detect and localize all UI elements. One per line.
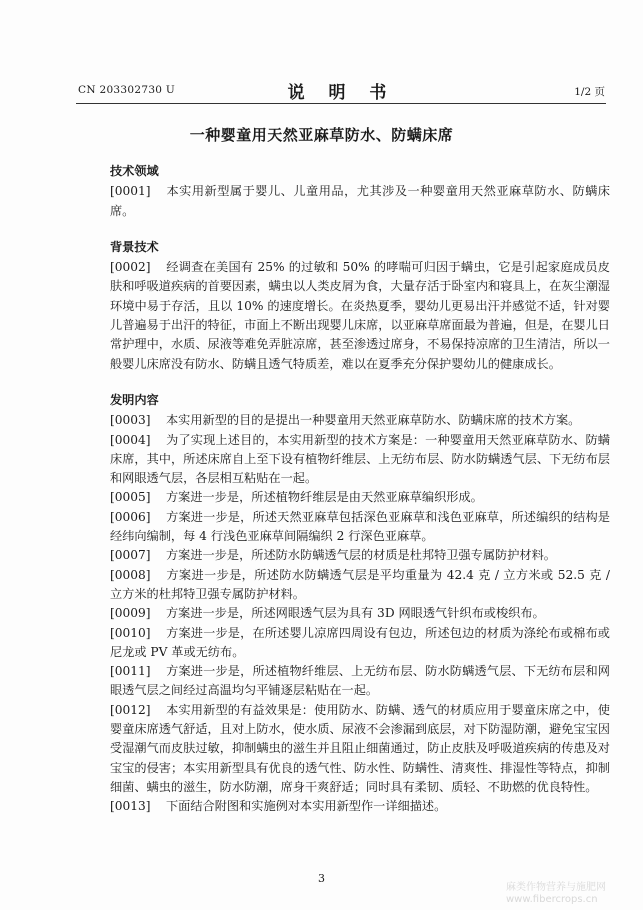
watermark	[506, 882, 606, 906]
watermark-url: www.fibercrops.cn	[506, 894, 598, 905]
paragraph-text: 方案进一步是，所述网眼透气层为具有 3D 网眼透气针织布或梭织布。	[166, 606, 545, 621]
paragraph-number: [0003]	[110, 413, 151, 428]
paragraph-number: [0006]	[110, 509, 151, 524]
section-heading-invention-content: 发明内容	[110, 392, 159, 407]
section-heading-technical-field: 技术领域	[110, 164, 159, 178]
paragraph	[110, 411, 610, 430]
paragraph	[110, 797, 610, 816]
page-header	[78, 78, 605, 102]
paragraph-text: 方案进一步是，所述植物纤维层是由天然亚麻草编织形成。	[166, 490, 483, 505]
document-number: CN 203302730 U	[78, 84, 176, 96]
paragraph-number: [0007]	[110, 548, 151, 563]
paragraph-number: [0013]	[110, 799, 151, 814]
paragraph-text: 下面结合附图和实施例对本实用新型作一详细描述。	[166, 799, 447, 814]
paragraph	[110, 662, 610, 701]
paragraph-text: 方案进一步是，在所述婴儿凉席四周设有包边，所述包边的材质为涤纶布或棉布或尼龙或 PV 革或无纺布。	[110, 625, 610, 659]
paragraph-text: 方案进一步是，所述天然亚麻草包括深色亚麻草和浅色亚麻草，所述编织的结构是经纬向编制，每 4 行浅色亚麻草间隔编织 2 行深色亚麻草。	[110, 509, 610, 544]
paragraph-text: 方案进一步是，所述防水防螨透气层的材质是杜邦特卫强专属防护材料。	[166, 548, 556, 563]
paragraph	[110, 508, 610, 547]
document-type: 说 明 书	[287, 83, 396, 103]
paragraph-number: [0009]	[110, 606, 151, 621]
paragraph-number: [0011]	[110, 664, 151, 679]
paragraph-number: [0004]	[110, 432, 151, 447]
paragraph-text: 本实用新型属于婴儿、儿童用品，尤其涉及一种婴童用天然亚麻草防水、防螨床席。	[110, 184, 610, 218]
paragraph-text: 本实用新型的目的是提出一种婴童用天然亚麻草防水、防螨床席的技术方案。	[166, 413, 581, 428]
paragraph-number: [0008]	[110, 567, 151, 582]
paragraph	[110, 431, 610, 489]
paragraph-text: 方案进一步是，所述防水防螨透气层是平均重量为 42.4 克 / 立方米或 52.5 克 / 立方米的杜邦特卫强专属防护材料。	[110, 567, 610, 601]
paragraph-number: [0002]	[110, 260, 151, 275]
paragraph	[110, 182, 610, 221]
document-title: 一种婴童用天然亚麻草防水、防螨床席	[189, 126, 454, 144]
body-content	[110, 162, 610, 817]
paragraph	[110, 546, 610, 565]
section-heading-background: 背景技术	[110, 239, 159, 254]
paragraph	[110, 624, 610, 663]
paragraph-number: [0010]	[110, 625, 151, 640]
paragraph	[110, 604, 610, 623]
paragraph-text: 本实用新型的有益效果是：使用防水、防螨、透气的材质应用于婴童床席之中，使婴童床席透气舒适，且对上防水，使水质、尿液不会渗漏到底层，对下防湿防潮，避免宝宝因受湿潮气而皮肤过敏，抑制螨虫的滋生并且阻止细菌通过，防止皮肤及呼吸道疾病的传患及对宝宝的侵害；本实用新型具有优良的透气性、防水性、防螨性、清爽性、排湿性等特点，抑制细菌、螨虫的滋生，防水防潮，席身干爽舒适；同时具有柔韧、质轻、不助燃的优良特性。	[110, 702, 610, 794]
paragraph	[110, 258, 610, 374]
paragraph	[110, 701, 610, 797]
paragraph-number: [0012]	[110, 702, 151, 717]
paragraph-text: 为了实现上述目的，本实用新型的技术方案是：一种婴童用天然亚麻草防水、防螨床席，其中，所述床席自上至下设有植物纤维层、上无纺布层、防水防螨透气层、下无纺布层和网眼透气层，各层相互粘贴在一起。	[110, 432, 610, 486]
paragraph	[110, 566, 610, 605]
header-rule	[76, 103, 606, 104]
page-label: 1/2 页	[574, 86, 605, 98]
watermark-line: 麻类作物营养与施肥网	[506, 882, 606, 893]
paragraph-number: [0005]	[110, 490, 151, 505]
paragraph-text: 方案进一步是，所述植物纤维层、上无纺布层、防水防螨透气层、下无纺布层和网眼透气层之间经过高温均匀平铺逐层粘贴在一起。	[110, 664, 610, 698]
paragraph-number: [0001]	[110, 184, 151, 199]
paragraph-text: 经调查在美国有 25% 的过敏和 50% 的哮喘可归因于螨虫，它是引起家庭成员皮肤和呼吸道疾病的首要因素，螨虫以人类皮屑为食，大量存活于卧室内和寝具上，在灰尘潮湿环境中易于存活，且以 10% 的速度增长。在炎热夏季，婴幼儿更易出汗并感觉不适，针对婴儿普遍易于出汗的特征，市面上不断出现婴儿床席，以亚麻草席面最为普遍，但是，在婴儿日常护理中，水质、尿液等难免弄脏凉席，甚至渗透过席身，不易保持凉席的卫生清洁，所以一般婴儿床席没有防水、防螨且透气特质差，难以在夏季充分保护婴幼儿的健康成长。	[110, 260, 610, 371]
paragraph	[110, 488, 610, 507]
page-number: 3	[318, 872, 325, 885]
